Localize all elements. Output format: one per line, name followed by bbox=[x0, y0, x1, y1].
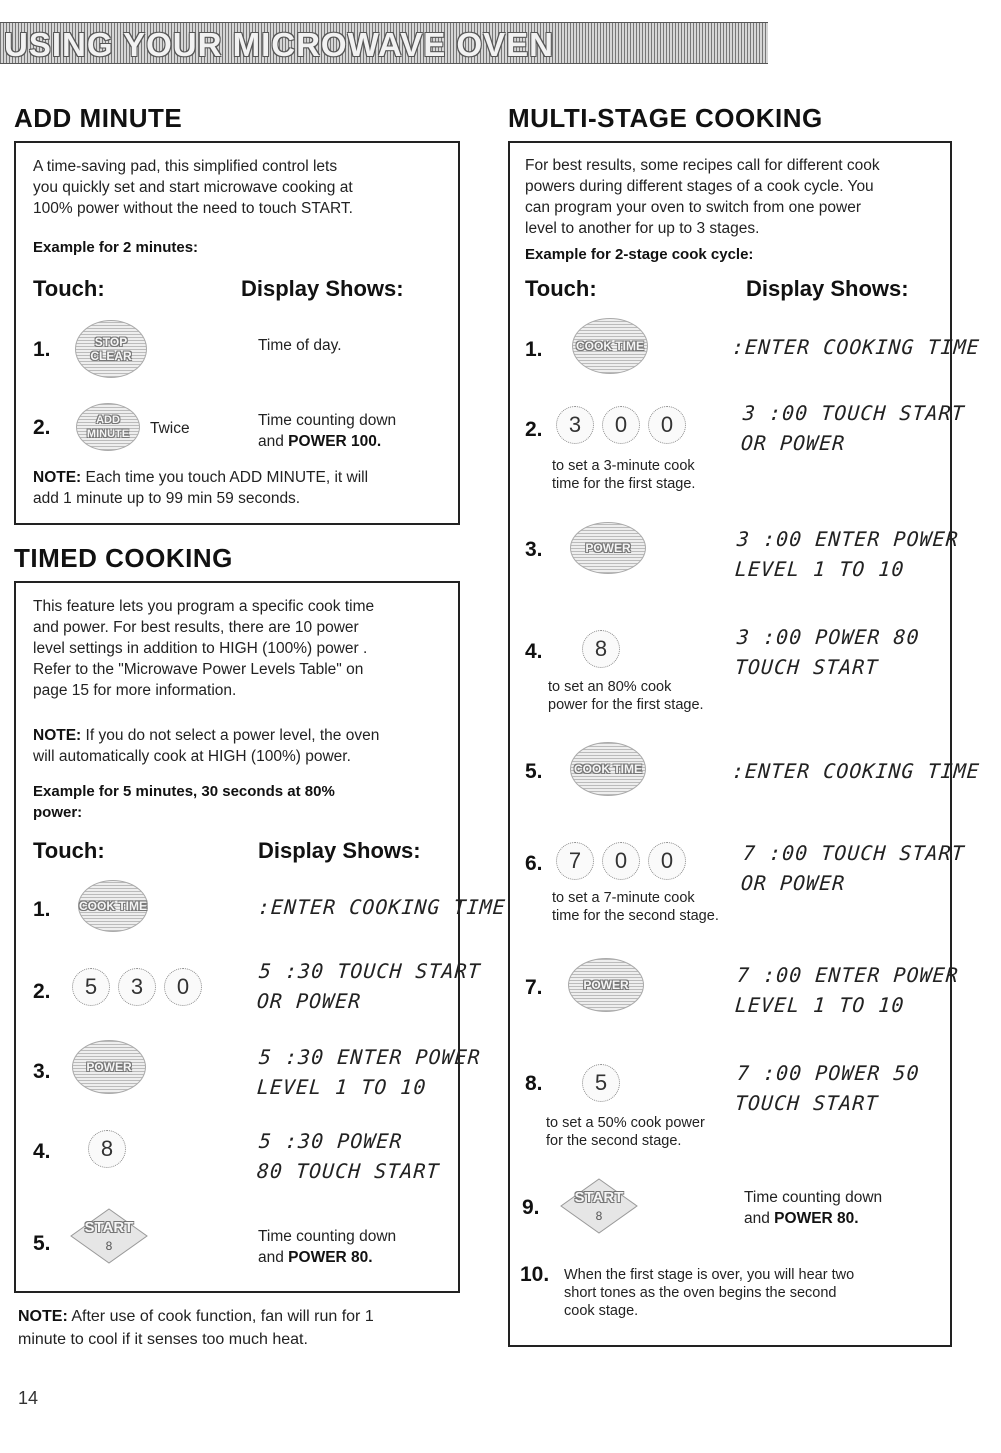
timed-after-note: NOTE: After use of cook function, fan will run for 1 minute to cool if it senses too much heat. bbox=[18, 1308, 374, 1348]
power-key[interactable]: POWER bbox=[570, 522, 646, 574]
stop-clear-key[interactable]: STOP CLEAR bbox=[75, 320, 147, 378]
start-key-label: START bbox=[84, 1219, 134, 1236]
multi-intro: For best results, some recipes call for different cook powers during different stages of a cook cycle. You can program your oven to switch from one power level to another for up to 3 stages. bbox=[525, 157, 880, 237]
digit-5-key[interactable]: 5 bbox=[582, 1064, 620, 1102]
step-number: 1. bbox=[33, 898, 51, 921]
digit-0-key[interactable]: 0 bbox=[602, 406, 640, 444]
add-minute-key[interactable]: ADD MINUTE bbox=[76, 403, 140, 451]
digit-0-key[interactable]: 0 bbox=[648, 842, 686, 880]
digit-8-key[interactable]: 8 bbox=[88, 1130, 126, 1168]
step-caption: to set a 50% cook power for the second stage. bbox=[546, 1115, 705, 1149]
timed-display-header: Display Shows: bbox=[258, 838, 421, 863]
start-key-shape bbox=[560, 1178, 638, 1234]
step-number: 10. bbox=[520, 1263, 550, 1286]
step-text: When the first stage is over, you will hear two short tones as the oven begins the second cook stage. bbox=[564, 1267, 855, 1319]
multi-stage-box bbox=[508, 141, 952, 1347]
lcd-display: 3 :00 POWER 80 TOUCH START bbox=[734, 625, 921, 679]
start-key-sub: 8 bbox=[595, 1209, 603, 1223]
banner-title: USING YOUR MICROWAVE OVEN bbox=[4, 26, 555, 63]
multi-display-header: Display Shows: bbox=[746, 276, 909, 301]
step-number: 2. bbox=[33, 980, 51, 1003]
lcd-display: :ENTER COOKING TIME bbox=[257, 895, 507, 919]
start-key-sub: 8 bbox=[105, 1239, 113, 1253]
timed-note: NOTE: If you do not select a power level, the oven will automatically cook at HIGH (100%) power. bbox=[33, 727, 380, 765]
add-minute-note: NOTE: Each time you touch ADD MINUTE, it will add 1 minute up to 99 min 59 seconds. bbox=[33, 469, 369, 507]
power-key[interactable]: POWER bbox=[72, 1040, 146, 1094]
display-text: Time counting down and POWER 80. bbox=[258, 1228, 397, 1266]
step-number: 9. bbox=[522, 1196, 540, 1219]
digit-0-key[interactable]: 0 bbox=[648, 406, 686, 444]
lcd-display: :ENTER COOKING TIME bbox=[731, 335, 981, 359]
step-number: 6. bbox=[525, 852, 543, 875]
timed-example: Example for 5 minutes, 30 seconds at 80% power: bbox=[33, 783, 335, 821]
start-key[interactable] bbox=[560, 1178, 638, 1234]
digit-7-key[interactable]: 7 bbox=[556, 842, 594, 880]
display-text: Time counting down and POWER 80. bbox=[744, 1189, 883, 1227]
digit-0-key[interactable]: 0 bbox=[164, 968, 202, 1006]
lcd-display: :ENTER COOKING TIME bbox=[731, 759, 981, 783]
page-number: 14 bbox=[18, 1388, 39, 1408]
step-number: 1. bbox=[525, 338, 543, 361]
add-minute-display-header: Display Shows: bbox=[241, 276, 404, 301]
step-number: 8. bbox=[525, 1072, 543, 1095]
step-caption: to set a 3-minute cook time for the first stage. bbox=[552, 458, 696, 492]
cook-time-key[interactable]: COOK TIME bbox=[78, 880, 148, 932]
step-number: 5. bbox=[525, 760, 543, 783]
lcd-display: 7 :00 POWER 50 TOUCH START bbox=[734, 1061, 921, 1115]
step-caption: to set a 7-minute cook time for the second stage. bbox=[552, 890, 719, 924]
lcd-display: 5 :30 ENTER POWER LEVEL 1 TO 10 bbox=[256, 1045, 482, 1099]
add-minute-intro: A time-saving pad, this simplified control lets you quickly set and start microwave cooking at 100% power without the need to touch START. bbox=[33, 158, 353, 217]
start-key-label: START bbox=[574, 1189, 624, 1206]
step-caption: to set an 80% cook power for the first stage. bbox=[548, 679, 704, 713]
cook-time-key[interactable]: COOK TIME bbox=[570, 742, 646, 796]
step-number: 7. bbox=[525, 976, 543, 999]
lcd-display: 3 :00 ENTER POWER LEVEL 1 TO 10 bbox=[734, 527, 960, 581]
add-minute-example: Example for 2 minutes: bbox=[33, 239, 199, 256]
step-number: 4. bbox=[525, 640, 543, 663]
digit-3-key[interactable]: 3 bbox=[556, 406, 594, 444]
step-note: Twice bbox=[150, 420, 190, 437]
start-key[interactable] bbox=[70, 1208, 148, 1264]
lcd-display: 5 :30 POWER 80 TOUCH START bbox=[256, 1129, 441, 1183]
multi-example: Example for 2-stage cook cycle: bbox=[525, 246, 754, 263]
step-number: 5. bbox=[33, 1232, 51, 1255]
step-number: 2. bbox=[525, 418, 543, 441]
step-number: 4. bbox=[33, 1140, 51, 1163]
multi-touch-header: Touch: bbox=[525, 276, 597, 301]
lcd-display: 7 :00 ENTER POWER LEVEL 1 TO 10 bbox=[734, 963, 960, 1017]
add-minute-heading: ADD MINUTE bbox=[14, 103, 183, 133]
digit-8-key[interactable]: 8 bbox=[582, 630, 620, 668]
timed-touch-header: Touch: bbox=[33, 838, 105, 863]
digit-0-key[interactable]: 0 bbox=[602, 842, 640, 880]
multi-stage-heading: MULTI-STAGE COOKING bbox=[508, 103, 823, 133]
lcd-display: 5 :30 TOUCH START OR POWER bbox=[256, 959, 482, 1013]
step-number: 3. bbox=[525, 538, 543, 561]
step-number: 2. bbox=[33, 416, 51, 439]
lcd-display: 3 :00 TOUCH START OR POWER bbox=[740, 401, 966, 455]
display-text: Time of day. bbox=[258, 337, 342, 354]
cook-time-key[interactable]: COOK TIME bbox=[572, 318, 648, 374]
power-key[interactable]: POWER bbox=[568, 958, 644, 1012]
step-number: 3. bbox=[33, 1060, 51, 1083]
display-text: Time counting down and POWER 100. bbox=[258, 412, 397, 450]
timed-intro: This feature lets you program a specific cook time and power. For best results, there are 10 power level settings in addition to HIGH (100%) power . Refer to the "Microwave Power Levels Table" on page 15 for more information. bbox=[33, 598, 375, 699]
start-key-shape bbox=[70, 1208, 148, 1264]
timed-cooking-heading: TIMED COOKING bbox=[14, 543, 233, 573]
step-number: 1. bbox=[33, 338, 51, 361]
digit-3-key[interactable]: 3 bbox=[118, 968, 156, 1006]
page-banner bbox=[0, 22, 768, 64]
lcd-display: 7 :00 TOUCH START OR POWER bbox=[740, 841, 966, 895]
digit-5-key[interactable]: 5 bbox=[72, 968, 110, 1006]
add-minute-touch-header: Touch: bbox=[33, 276, 105, 301]
